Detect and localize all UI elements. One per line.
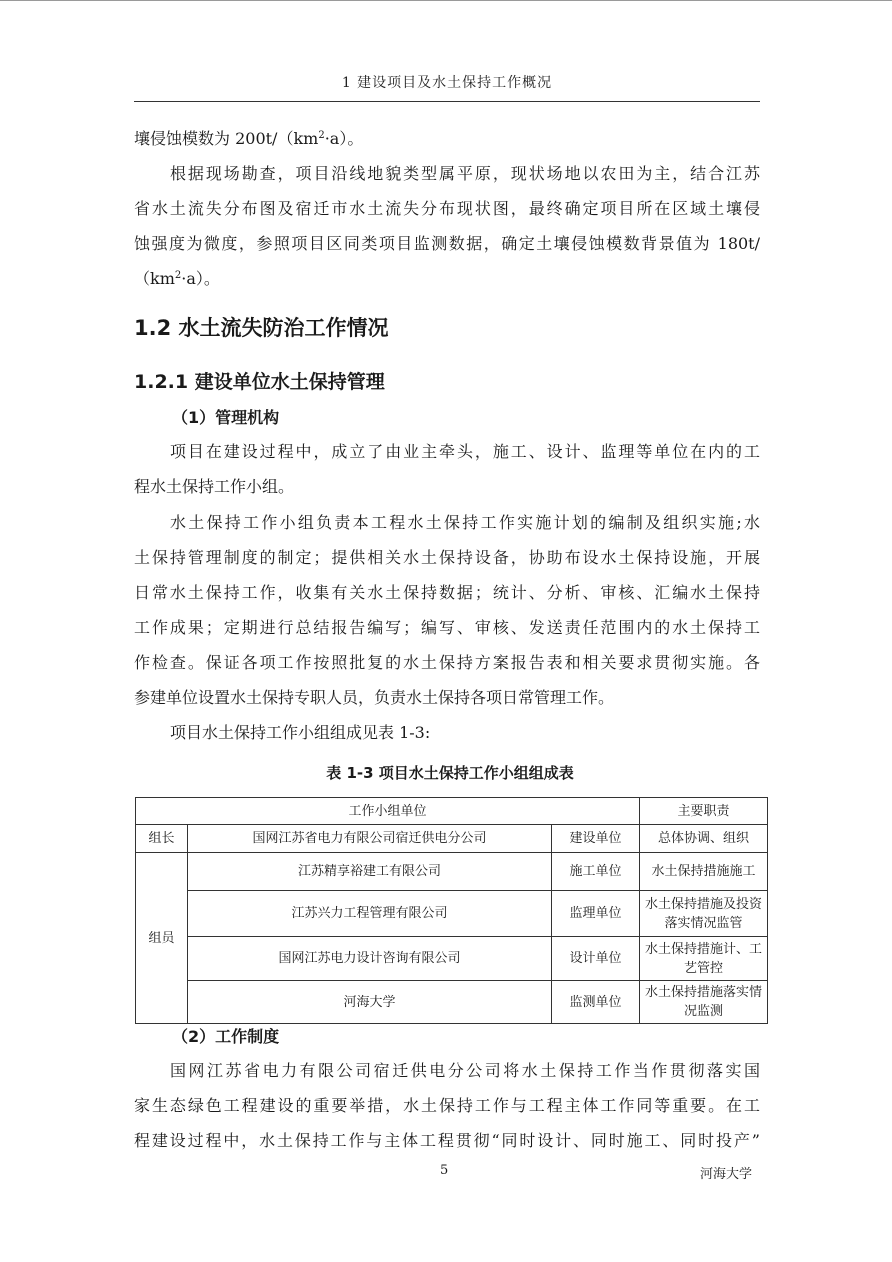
para-line: 作检查。保证各项工作按照批复的水土保持方案报告表和相关要求贯彻实施。各: [134, 653, 760, 672]
org-cell: 国网江苏电力设计咨询有限公司: [188, 937, 552, 981]
type-cell: 监测单位: [552, 981, 640, 1024]
org-cell: 国网江苏省电力有限公司宿迁供电分公司: [188, 825, 552, 853]
para-line: 水土保持工作小组负责本工程水土保持工作实施计划的编制及组织实施;水: [170, 513, 760, 532]
page-top-border: [0, 0, 892, 1]
org-cell: 江苏精享裕建工有限公司: [188, 853, 552, 891]
section-heading-1-2-1: 1.2.1 建设单位水土保持管理: [134, 371, 385, 393]
running-header: 1 建设项目及水土保持工作概况: [341, 75, 553, 91]
duty-cell: 水土保持措施计、工艺管控: [640, 937, 768, 981]
duty-cell: 水土保持措施施工: [640, 853, 768, 891]
intro-line: 壤侵蚀模数为 $200t/(km^2\cdot a)$。: [134, 129, 364, 148]
subsection-heading-management: （1）管理机构: [172, 408, 280, 427]
para-line: $(km^2\cdot a)$。: [134, 269, 220, 288]
header-cell-duty: 主要职责: [640, 798, 768, 825]
para-line: 项目水土保持工作小组组成见表 1-3:: [170, 723, 431, 742]
type-cell: 设计单位: [552, 937, 640, 981]
table-row: [136, 891, 768, 937]
para-line: 程建设过程中，水土保持工作与主体工程贯彻“同时设计、同时施工、同时投产”: [134, 1131, 760, 1150]
duty-cell: 总体协调、组织: [640, 825, 768, 853]
table-row: [136, 937, 768, 981]
para-line: 工作成果；定期进行总结报告编写；编写、审核、发送责任范围内的水土保持工: [134, 618, 760, 637]
subsection-heading-work-system: （2）工作制度: [172, 1027, 280, 1046]
header-rule: [134, 101, 760, 102]
org-cell: 江苏兴力工程管理有限公司: [188, 891, 552, 937]
para-line: 项目在建设过程中，成立了由业主牵头，施工、设计、监理等单位在内的工: [170, 442, 760, 461]
page-number: 5: [440, 1163, 449, 1178]
table-row: [136, 981, 768, 1024]
section-heading-1-2: 1.2 水土流失防治工作情况: [134, 316, 389, 340]
type-cell: 施工单位: [552, 853, 640, 891]
org-cell: 河海大学: [188, 981, 552, 1024]
para-line: 根据现场勘查，项目沿线地貌类型属平原，现状场地以农田为主，结合江苏: [170, 164, 760, 183]
para-line: 蚀强度为微度，参照项目区同类项目监测数据，确定土壤侵蚀模数背景值为 180t/: [134, 234, 760, 253]
para-line: 日常水土保持工作，收集有关水土保持数据；统计、分析、审核、汇编水土保持: [134, 583, 760, 602]
para-line: 家生态绿色工程建设的重要举措，水土保持工作与工程主体工作同等重要。在工: [134, 1096, 760, 1115]
table-caption: 表 1-3 项目水土保持工作小组组成表: [326, 764, 574, 782]
table-header-row: [136, 798, 768, 825]
duty-cell: 水土保持措施及投资落实情况监管: [640, 891, 768, 937]
role-cell: 组员: [136, 853, 188, 1024]
duty-cell: 水土保持措施落实情况监测: [640, 981, 768, 1024]
footer-organization: 河海大学: [700, 1167, 753, 1182]
role-cell: 组长: [136, 825, 188, 853]
para-line: 国网江苏省电力有限公司宿迁供电分公司将水土保持工作当作贯彻落实国: [170, 1061, 760, 1080]
header-cell-unit: 工作小组单位: [136, 798, 640, 825]
table-row: [136, 825, 768, 853]
para-line: 土保持管理制度的制定；提供相关水土保持设备，协助布设水土保持设施，开展: [134, 548, 760, 567]
type-cell: 建设单位: [552, 825, 640, 853]
para-line: 参建单位设置水土保持专职人员，负责水土保持各项日常管理工作。: [134, 688, 615, 707]
type-cell: 监理单位: [552, 891, 640, 937]
work-group-table: [135, 797, 768, 1024]
para-line: 省水土流失分布图及宿迁市水土流失分布现状图，最终确定项目所在区域土壤侵: [134, 199, 760, 218]
para-line: 程水土保持工作小组。: [134, 477, 295, 496]
table-row: [136, 853, 768, 891]
